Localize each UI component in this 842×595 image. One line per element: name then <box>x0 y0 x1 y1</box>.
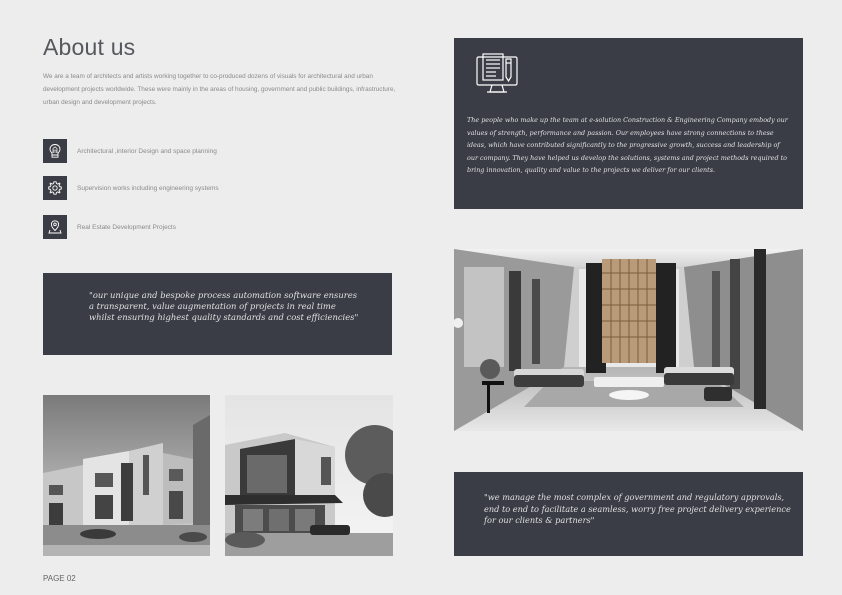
architecture-lightbulb-icon <box>43 139 67 163</box>
quote-text: "our unique and bespoke process automation software ensures a transparent, value augmentation of projects in real time whilst ensuring highest quality standards and cost efficiencies" <box>89 290 359 322</box>
team-description: The people who make up the team at e-solution Construction & Engineering Company embody our values of strength, performance and passion. Our employees have strong connections to these ideas, which have contributed significantly to the progressive growth, success and leadership of our company. They have helped us develop the solutions, systems and project methods required to bring innovation, quality and value to the projects we deliver for our clients. <box>467 116 788 174</box>
location-pin-icon <box>43 215 67 239</box>
interior-lobby-photo <box>454 249 803 431</box>
gear-icon <box>43 176 67 200</box>
service-item-architecture <box>43 139 217 163</box>
page-title: About us <box>43 34 136 60</box>
quote-text: "we manage the most complex of government and regulatory approvals, end to end to facilitate a seamless, worry free project delivery experience for our clients & partners" <box>484 492 791 525</box>
quote-panel-left <box>43 273 392 355</box>
page-number: PAGE 02 <box>43 574 76 583</box>
service-label: Architectural ,interior Design and space planning <box>77 147 217 155</box>
townhouses-photo <box>43 395 210 556</box>
service-label: Supervision works including engineering systems <box>77 184 219 192</box>
team-panel <box>454 38 803 209</box>
service-item-real-estate <box>43 215 176 239</box>
monitor-document-pen-icon <box>474 53 520 97</box>
service-item-supervision <box>43 176 219 200</box>
quote-panel-right <box>454 472 803 556</box>
service-label: Real Estate Development Projects <box>77 223 176 231</box>
modern-villa-photo <box>225 395 393 556</box>
intro-paragraph: We are a team of architects and artists working together to co-produced dozens of visuals for architectural and urban development projects worldwide. These were mainly in the areas of housing, government and public buildings, infrastructure, urban design and development projects. <box>43 73 396 106</box>
